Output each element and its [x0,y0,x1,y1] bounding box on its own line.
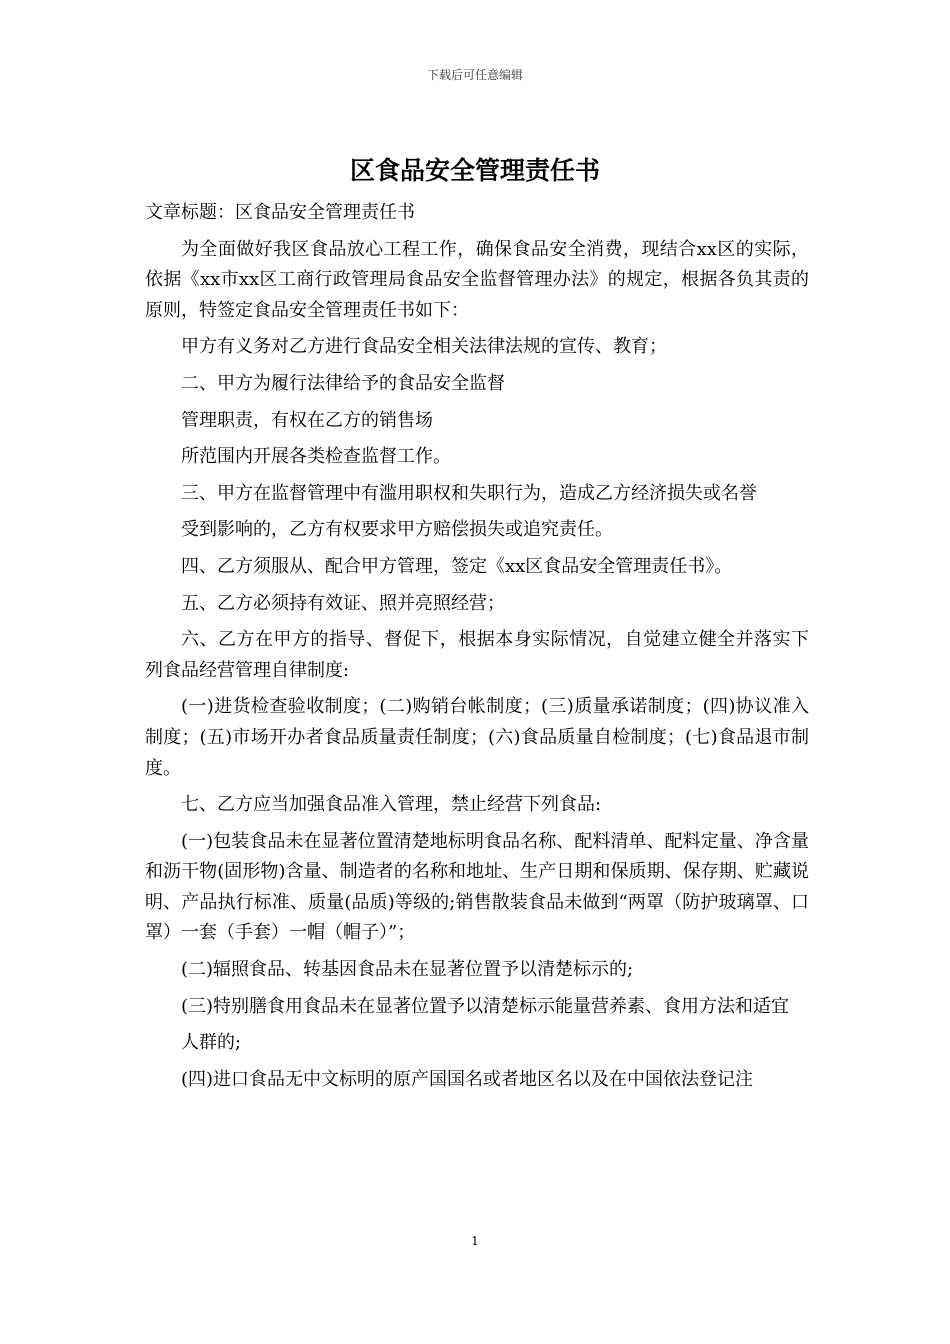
body-paragraph: 三、甲方在监督管理中有滥用职权和失职行为，造成乙方经济损失或名誉 [181,482,757,504]
header-note: 下载后可任意编辑 [426,68,523,82]
body-paragraph: (一)包装食品未在显著位置清楚地标明食品名称、配料清单、配料定量、净含量和沥干物(固形物)含量、制造者的名称和地址、生产日期和保质期、保存期、贮藏说明、产品执行标准、质量(品质)等级的;销售散装食品未做到“两罩（防护玻璃罩、口罩）一套（手套）一帽（帽子）”； [145,830,809,944]
page-number: 1 [471,1234,479,1248]
body-paragraph: 人群的; [181,1032,242,1054]
body-paragraph: 为全面做好我区食品放心工程工作，确保食品安全消费，现结合xx区的实际，依据《xx市xx区工商行政管理局食品安全监督管理办法》的规定，根据各负其责的原则，特签定食品安全管理责任书如下： [145,238,809,321]
body-paragraph: 四、乙方须服从、配合甲方管理，签定《xx区食品安全管理责任书》。 [181,555,733,577]
body-paragraph: (二)辐照食品、转基因食品未在显著位置予以清楚标示的; [181,959,634,981]
body-paragraph: (四)进口食品无中文标明的原产国国名或者地区名以及在中国依法登记注 [181,1068,754,1090]
document-body [145,198,809,1101]
body-paragraph: (三)特别膳食用食品未在显著位置予以清楚标示能量营养素、食用方法和适宜 [181,995,790,1017]
body-paragraph: 甲方有义务对乙方进行食品安全相关法律法规的宣传、教育； [181,336,667,358]
body-paragraph: 受到影响的，乙方有权要求甲方赔偿损失或追究责任。 [181,519,613,541]
body-paragraph: 文章标题：区食品安全管理责任书 [145,202,415,223]
body-paragraph: 二、甲方为履行法律给予的食品安全监督 [181,372,505,394]
body-paragraph: (一)进货检查验收制度；(二)购销台帐制度；(三)质量承诺制度；(四)协议准入制度；(五)市场开办者食品质量责任制度；(六)食品质量自检制度；(七)食品退市制度。 [145,696,809,779]
body-paragraph: 所范围内开展各类检查监督工作。 [181,446,451,468]
body-paragraph: 六、乙方在甲方的指导、督促下，根据本身实际情况，自觉建立健全并落实下列食品经营管理自律制度: [145,629,809,681]
document-title: 区食品安全管理责任书 [349,156,600,185]
body-paragraph: 七、乙方应当加强食品准入管理，禁止经营下列食品: [181,794,602,816]
body-paragraph: 五、乙方必须持有效证、照并亮照经营； [181,592,505,614]
body-paragraph: 管理职责，有权在乙方的销售场 [181,409,433,431]
